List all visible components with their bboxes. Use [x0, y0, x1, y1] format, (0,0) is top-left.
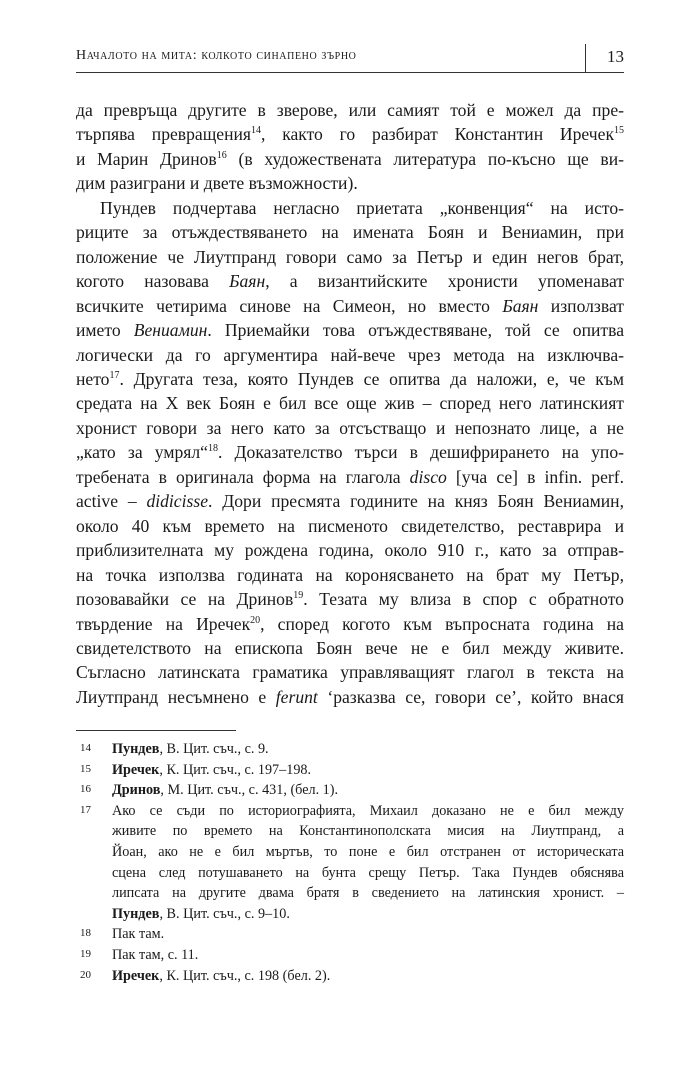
text-line: дим разиграни и двете възможности).: [76, 173, 358, 194]
text-line: позовавайки се на Дринов$^{19}$. Тезата му влиза в спор с обратното: [76, 589, 624, 610]
footnote-number: 14: [80, 742, 91, 754]
text-line: търпява превращения$^{14}$, както го разбират Константин Иречек$^{15}$: [76, 124, 624, 145]
text-line: положение че Лиутпранд говори само за Петър и един негов брат,: [76, 246, 624, 267]
page-header: [76, 44, 624, 73]
footnote-ref[interactable]: 16: [216, 150, 227, 162]
footnote-rule: [76, 730, 236, 731]
text-line: требената в оригинала форма на глагола disco [уча се] в infin. perf.: [76, 466, 624, 487]
text-line: Съгласно латинската граматика управляващият глагол в текста на: [76, 662, 624, 683]
text-line: когото назовава Баян, а византийските хронисти упоменават: [76, 271, 624, 292]
footnote-ref[interactable]: 19: [293, 590, 304, 602]
footnote: 14 Пундев, В. Цит. съч., с. 9.: [76, 739, 624, 760]
footnote-number: 17: [80, 803, 91, 816]
text-line: Лиутпранд несъмнено е ferunt ‘разказва се, говори се’, който внася: [76, 686, 624, 707]
footnote-ref[interactable]: 18: [207, 443, 218, 455]
footnote-number: 19: [80, 947, 91, 960]
footnote: 16 Дринов, М. Цит. съч., с. 431, (бел. 1).: [76, 780, 624, 801]
text-line: и Марин Дринов$^{16}$ (в художествената литература по-късно ще ви-: [76, 148, 624, 169]
footnote-ref[interactable]: 17: [109, 370, 120, 382]
header-separator: [585, 44, 586, 72]
page-number: 13: [607, 47, 624, 66]
text-line: твърдение на Иречек$^{20}$, според когото към въпросната година на: [76, 613, 624, 634]
running-head: Началото на мита: колкото синапено зърно: [76, 48, 357, 63]
footnote-ref[interactable]: 15: [614, 125, 624, 137]
footnote-ref[interactable]: 20: [250, 614, 261, 626]
footnote: 17 Ако се съди по историографията, Михаил доказано не е бил между живите по времето на Константинополската мисия на Лиутпранд, а Йоан, ако не е бил мъртъв, то поне е бил отстранен от историческата сцена след потушаването на бунта срещу Петър. Така Пундев обяснява липсата на другите двама братя в сведението на латинския хронист. – Пундев, В. Цит. съч., с. 9–10.: [76, 801, 624, 925]
footnote: 19 Пак там, с. 11.: [76, 945, 624, 966]
text-line: хронист говори за него като за отсъстващо и непознато лице, а не: [76, 417, 624, 438]
footnote: 20 Иречек, К. Цит. съч., с. 198 (бел. 2).: [76, 966, 624, 987]
main-text: [76, 98, 624, 709]
text-line: името Вениамин. Приемайки това отъждествяване, той се опитва: [76, 320, 624, 341]
text-line: средата на X век Боян е бил все още жив – според него латинският: [76, 393, 624, 414]
text-line: Пундев подчертава негласно приетата „конвенция“ на исто-: [100, 197, 624, 218]
text-line: приблизителната му рождена година, около 910 г., като за отправ-: [76, 540, 624, 561]
footnote-ref[interactable]: 14: [251, 125, 261, 137]
text-line: логически да го аргументира най-вече чрез метода на изключва-: [76, 344, 624, 365]
footnote: 15 Иречек, К. Цит. съч., с. 197–198.: [76, 760, 624, 781]
text-line: около 40 към времето на писменото свидетелство, реставрира и: [76, 515, 624, 536]
text-line: нето$^{17}$. Другата теза, която Пундев се опитва да наложи, е, че към: [76, 368, 624, 389]
footnote-number: 20: [80, 968, 91, 981]
text-line: да превръща другите в зверове, или самият той е можел да пре-: [76, 100, 624, 120]
text-line: active – didicisse. Дори пресмята годините на княз Боян Вениамин,: [76, 491, 624, 512]
footnote-number: 15: [80, 762, 91, 775]
footnote: 18 Пак там.: [76, 924, 624, 945]
text-line: риците за отъждествяването на имената Боян и Вениамин, при: [76, 222, 624, 243]
text-line: свидетелството на епископа Боян вече не е бил между живите.: [76, 637, 624, 658]
footnotes: [76, 739, 624, 986]
text-line: на точка използва годината на коронясването на брат му Петър,: [76, 564, 624, 585]
text-line: всичките четирима синове на Симеон, но вместо Баян използват: [76, 295, 624, 316]
footnote-number: 18: [80, 927, 91, 940]
text-line: „като за умрял“$^{18}$. Доказателство търси в дешифрирането на упо-: [76, 442, 624, 463]
footnote-number: 16: [80, 783, 91, 796]
